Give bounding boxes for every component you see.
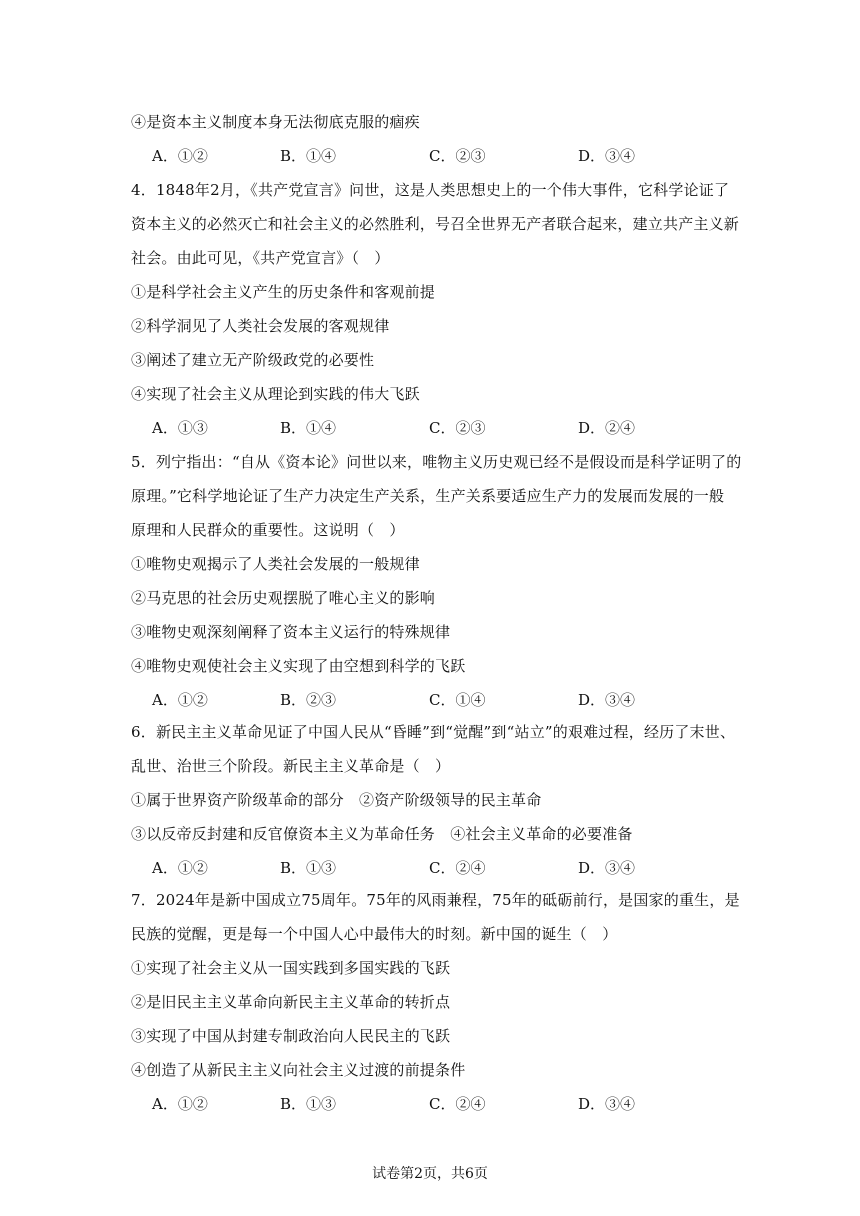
option-b: B．②③ <box>280 691 337 709</box>
q4-stem-line-1: 4．1848年2月，《共产党宣言》问世，这是人类思想史上的一个伟大事件，它科学论证了 <box>131 181 730 199</box>
q7-statement-3: ③实现了中国从封建专制政治向人民民主的飞跃 <box>131 1027 451 1045</box>
option-a: A．①② <box>152 147 208 165</box>
option-c: C．②④ <box>429 859 486 877</box>
q4-statement-2: ②科学洞见了人类社会发展的客观规律 <box>131 317 390 335</box>
option-c: C．②③ <box>429 147 486 165</box>
option-b: B．①④ <box>280 419 337 437</box>
q5-stem-line-3: 原理和人民群众的重要性。这说明（ ） <box>131 521 405 539</box>
option-b: B．①③ <box>280 859 337 877</box>
q4-statement-3: ③阐述了建立无产阶级政党的必要性 <box>131 351 375 369</box>
q4-stem-line-2: 资本主义的必然灭亡和社会主义的必然胜利，号召全世界无产者联合起来，建立共产主义新 <box>131 215 740 233</box>
option-a: A．①② <box>152 1095 208 1113</box>
option-c: C．②④ <box>429 1095 486 1113</box>
q5-stem-line-2: 原理。”它科学地论证了生产力决定生产关系，生产关系要适应生产力的发展而发展的一般 <box>131 487 725 505</box>
q6-stem-line-1: 6．新民主主义革命见证了中国人民从“昏睡”到“觉醒”到“站立”的艰难过程，经历了末世、 <box>131 723 736 741</box>
option-d: D．③④ <box>578 147 636 165</box>
q7-statement-4: ④创造了从新民主主义向社会主义过渡的前提条件 <box>131 1061 466 1079</box>
q5-statement-3: ③唯物史观深刻阐释了资本主义运行的特殊规律 <box>131 623 451 641</box>
option-a: A．①② <box>152 691 208 709</box>
q5-statement-2: ②马克思的社会历史观摆脱了唯心主义的影响 <box>131 589 436 607</box>
q7-statement-1: ①实现了社会主义从一国实践到多国实践的飞跃 <box>131 959 451 977</box>
option-d: D．③④ <box>578 859 636 877</box>
option-c: C．①④ <box>429 691 486 709</box>
option-d: D．②④ <box>578 419 636 437</box>
q6-stem-line-2: 乱世、治世三个阶段。新民主主义革命是（ ） <box>131 757 451 775</box>
option-d: D．③④ <box>578 691 636 709</box>
q7-stem-line-1: 7．2024年是新中国成立75周年。75年的风雨兼程，75年的砥砺前行，是国家的重生，是 <box>131 891 740 909</box>
q4-stem-line-3: 社会。由此可见，《共产党宣言》（ ） <box>131 249 390 267</box>
option-a: A．①③ <box>152 419 208 437</box>
q3-statement-4: ④是资本主义制度本身无法彻底克服的痼疾 <box>131 113 420 131</box>
option-a: A．①② <box>152 859 208 877</box>
q6-statements-row-1: ①属于世界资产阶级革命的部分 ②资产阶级领导的民主革命 <box>131 791 542 809</box>
q7-statement-2: ②是旧民主主义革命向新民主主义革命的转折点 <box>131 993 451 1011</box>
q7-stem-line-2: 民族的觉醒，更是每一个中国人心中最伟大的时刻。新中国的诞生（ ） <box>131 925 618 943</box>
option-b: B．①④ <box>280 147 337 165</box>
page-footer: 试卷第2页，共6页 <box>372 1166 488 1182</box>
q4-statement-1: ①是科学社会主义产生的历史条件和客观前提 <box>131 283 436 301</box>
option-d: D．③④ <box>578 1095 636 1113</box>
q5-statement-4: ④唯物史观使社会主义实现了由空想到科学的飞跃 <box>131 657 466 675</box>
q4-statement-4: ④实现了社会主义从理论到实践的伟大飞跃 <box>131 385 420 403</box>
option-c: C．②③ <box>429 419 486 437</box>
q5-statement-1: ①唯物史观揭示了人类社会发展的一般规律 <box>131 555 420 573</box>
q6-statements-row-2: ③以反帝反封建和反官僚资本主义为革命任务 ④社会主义革命的必要准备 <box>131 825 633 843</box>
option-b: B．①③ <box>280 1095 337 1113</box>
q5-stem-line-1: 5．列宁指出：“自从《资本论》问世以来，唯物主义历史观已经不是假设而是科学证明了的 <box>131 453 742 471</box>
